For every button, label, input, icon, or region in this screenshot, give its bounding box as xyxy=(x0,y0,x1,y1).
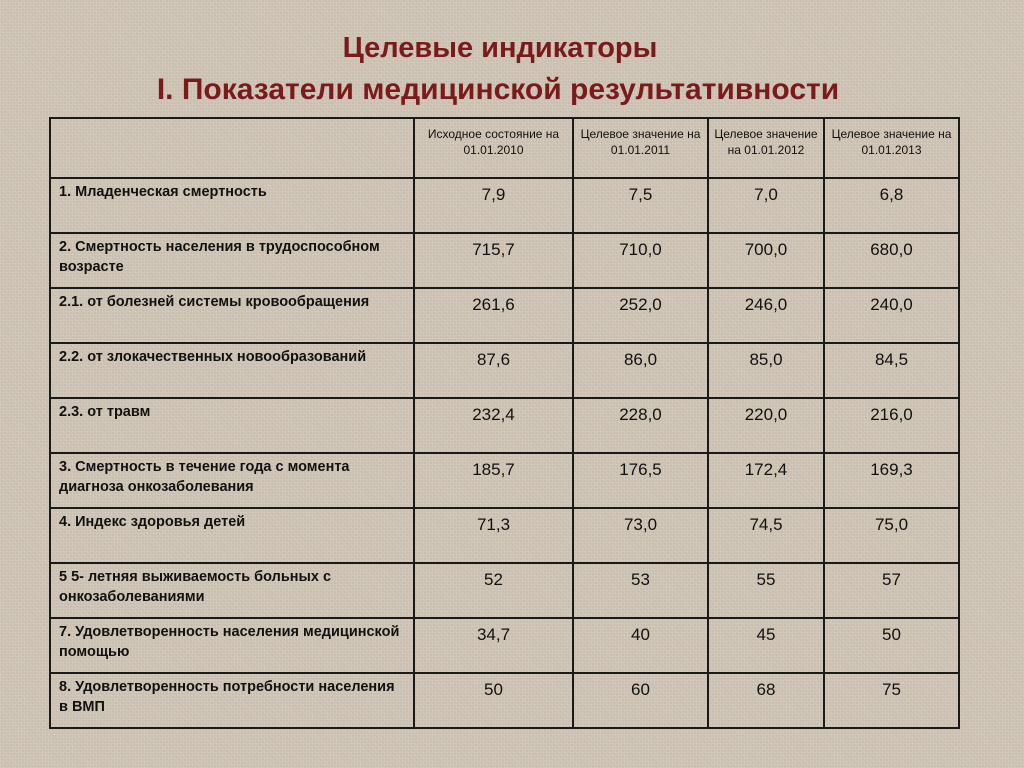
value-2011: 176,5 xyxy=(573,453,708,508)
table-row xyxy=(50,398,959,453)
value-2013: 240,0 xyxy=(824,288,959,343)
value-2011: 252,0 xyxy=(573,288,708,343)
value-2011: 73,0 xyxy=(573,508,708,563)
table-row xyxy=(50,618,959,673)
value-2011: 86,0 xyxy=(573,343,708,398)
slide-subtitle: I. Показатели медицинской результативности xyxy=(156,73,840,106)
row-label: 2.2. от злокачественных новообразований xyxy=(50,343,414,398)
header-target-2011: Целевое значение на 01.01.2011 xyxy=(573,118,708,178)
value-2013: 6,8 xyxy=(824,178,959,233)
value-2013: 680,0 xyxy=(824,233,959,288)
value-2012: 220,0 xyxy=(708,398,824,453)
value-2013: 50 xyxy=(824,618,959,673)
row-label: 7. Удовлетворенность населения медицинской помощью xyxy=(50,618,414,673)
table-row xyxy=(50,508,959,563)
row-label: 4. Индекс здоровья детей xyxy=(50,508,414,563)
value-2010: 261,6 xyxy=(414,288,573,343)
row-label: 2.3. от травм xyxy=(50,398,414,453)
header-indicator xyxy=(50,118,414,178)
value-2012: 68 xyxy=(708,673,824,728)
row-label: 8. Удовлетворенность потребности населения в ВМП xyxy=(50,673,414,728)
value-2012: 45 xyxy=(708,618,824,673)
value-2012: 7,0 xyxy=(708,178,824,233)
value-2012: 55 xyxy=(708,563,824,618)
table-row xyxy=(50,343,959,398)
row-label: 5 5- летняя выживаемость больных с онкозаболеваниями xyxy=(50,563,414,618)
value-2012: 172,4 xyxy=(708,453,824,508)
value-2011: 228,0 xyxy=(573,398,708,453)
value-2010: 232,4 xyxy=(414,398,573,453)
value-2010: 50 xyxy=(414,673,573,728)
value-2013: 169,3 xyxy=(824,453,959,508)
value-2011: 53 xyxy=(573,563,708,618)
value-2011: 710,0 xyxy=(573,233,708,288)
indicators-table-container xyxy=(49,117,960,729)
value-2010: 71,3 xyxy=(414,508,573,563)
value-2011: 40 xyxy=(573,618,708,673)
value-2012: 246,0 xyxy=(708,288,824,343)
value-2013: 75 xyxy=(824,673,959,728)
table-row xyxy=(50,673,959,728)
header-target-2012: Целевое значение на 01.01.2012 xyxy=(708,118,824,178)
value-2013: 84,5 xyxy=(824,343,959,398)
table-row xyxy=(50,453,959,508)
table-row xyxy=(50,288,959,343)
table-row xyxy=(50,563,959,618)
table-header-row xyxy=(50,118,959,178)
header-baseline-2010: Исходное состояние на 01.01.2010 xyxy=(414,118,573,178)
row-label: 2. Смертность населения в трудоспособном возрасте xyxy=(50,233,414,288)
header-target-2013: Целевое значение на 01.01.2013 xyxy=(824,118,959,178)
value-2010: 52 xyxy=(414,563,573,618)
value-2012: 74,5 xyxy=(708,508,824,563)
value-2010: 87,6 xyxy=(414,343,573,398)
table-row xyxy=(50,233,959,288)
slide-title: Целевые индикаторы xyxy=(342,32,658,64)
table-row xyxy=(50,178,959,233)
row-label: 3. Смертность в течение года с момента диагноза онкозаболевания xyxy=(50,453,414,508)
value-2011: 7,5 xyxy=(573,178,708,233)
value-2013: 216,0 xyxy=(824,398,959,453)
indicators-table xyxy=(49,117,960,729)
row-label: 2.1. от болезней системы кровообращения xyxy=(50,288,414,343)
value-2010: 34,7 xyxy=(414,618,573,673)
value-2013: 75,0 xyxy=(824,508,959,563)
value-2012: 700,0 xyxy=(708,233,824,288)
value-2012: 85,0 xyxy=(708,343,824,398)
row-label: 1. Младенческая смертность xyxy=(50,178,414,233)
value-2013: 57 xyxy=(824,563,959,618)
value-2010: 185,7 xyxy=(414,453,573,508)
value-2010: 7,9 xyxy=(414,178,573,233)
value-2010: 715,7 xyxy=(414,233,573,288)
value-2011: 60 xyxy=(573,673,708,728)
